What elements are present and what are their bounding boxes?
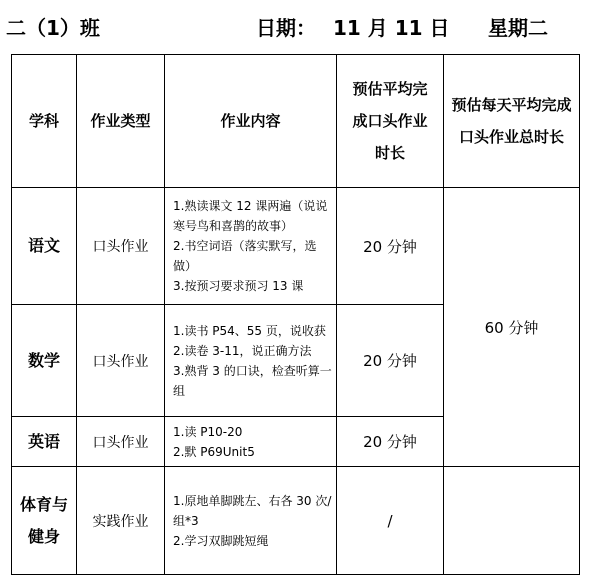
total-duration-cell: 60 分钟 (444, 188, 580, 467)
content-line: 1.原地单脚跳左、右各 30 次/组*3 (173, 493, 332, 528)
duration-cell: 20 分钟 (337, 417, 444, 467)
table-row (12, 188, 580, 305)
col-header-type: 作业类型 (77, 55, 165, 188)
table-header-row (12, 55, 580, 188)
empty-total-cell (444, 467, 580, 575)
type-cell: 实践作业 (77, 467, 165, 575)
duration-cell: / (337, 467, 444, 575)
col-header-duration-line: 成口头作业 (352, 112, 428, 130)
type-cell: 口头作业 (77, 188, 165, 305)
col-header-duration-line: 时长 (374, 144, 405, 162)
class-name: 二（1）班 (6, 16, 100, 40)
content-line: 2.学习双脚跳短绳 (173, 533, 269, 548)
content-line: 3.按预习要求预习 13 课 (173, 279, 304, 293)
col-header-total-line: 口头作业总时长 (458, 128, 564, 146)
weekday: 星期二 (488, 16, 548, 40)
content-line: 1.读 P10-20 (173, 424, 243, 439)
content-cell (165, 467, 337, 575)
type-cell: 口头作业 (77, 417, 165, 467)
content-line: 1.读书 P54、55 页，说收获 (173, 323, 326, 338)
content-cell (165, 305, 337, 417)
col-header-content: 作业内容 (165, 55, 337, 188)
subject-line: 健身 (27, 526, 60, 546)
type-cell: 口头作业 (77, 305, 165, 417)
col-header-duration (337, 55, 444, 188)
content-line: 2.书空词语（落实默写，选做） (173, 239, 317, 273)
date-label: 日期： (256, 16, 316, 40)
content-cell (165, 188, 337, 305)
content-line: 2.读卷 3-11，说正确方法 (173, 343, 312, 358)
col-header-total (444, 55, 580, 188)
content-line: 1.熟读课文 12 课两遍（说说寒号鸟和喜鹊的故事） (173, 199, 328, 233)
content-cell (165, 417, 337, 467)
header (0, 8, 589, 40)
date-value: 11 月 11 日 (333, 16, 450, 40)
homework-table (11, 54, 580, 575)
subject-cell: 英语 (12, 417, 77, 467)
subject-cell: 数学 (12, 305, 77, 417)
table-row (12, 467, 580, 575)
col-header-total-line: 预估每天平均完成 (451, 96, 572, 114)
col-header-duration-line: 预估平均完 (352, 80, 428, 98)
duration-cell: 20 分钟 (337, 188, 444, 305)
subject-cell (12, 467, 77, 575)
duration-cell: 20 分钟 (337, 305, 444, 417)
content-line: 2.默 P69Unit5 (173, 444, 255, 459)
subject-line: 体育与 (19, 494, 68, 514)
col-header-subject: 学科 (12, 55, 77, 188)
content-line: 3.熟背 3 的口诀，检查听算一组 (173, 363, 332, 398)
subject-cell: 语文 (12, 188, 77, 305)
